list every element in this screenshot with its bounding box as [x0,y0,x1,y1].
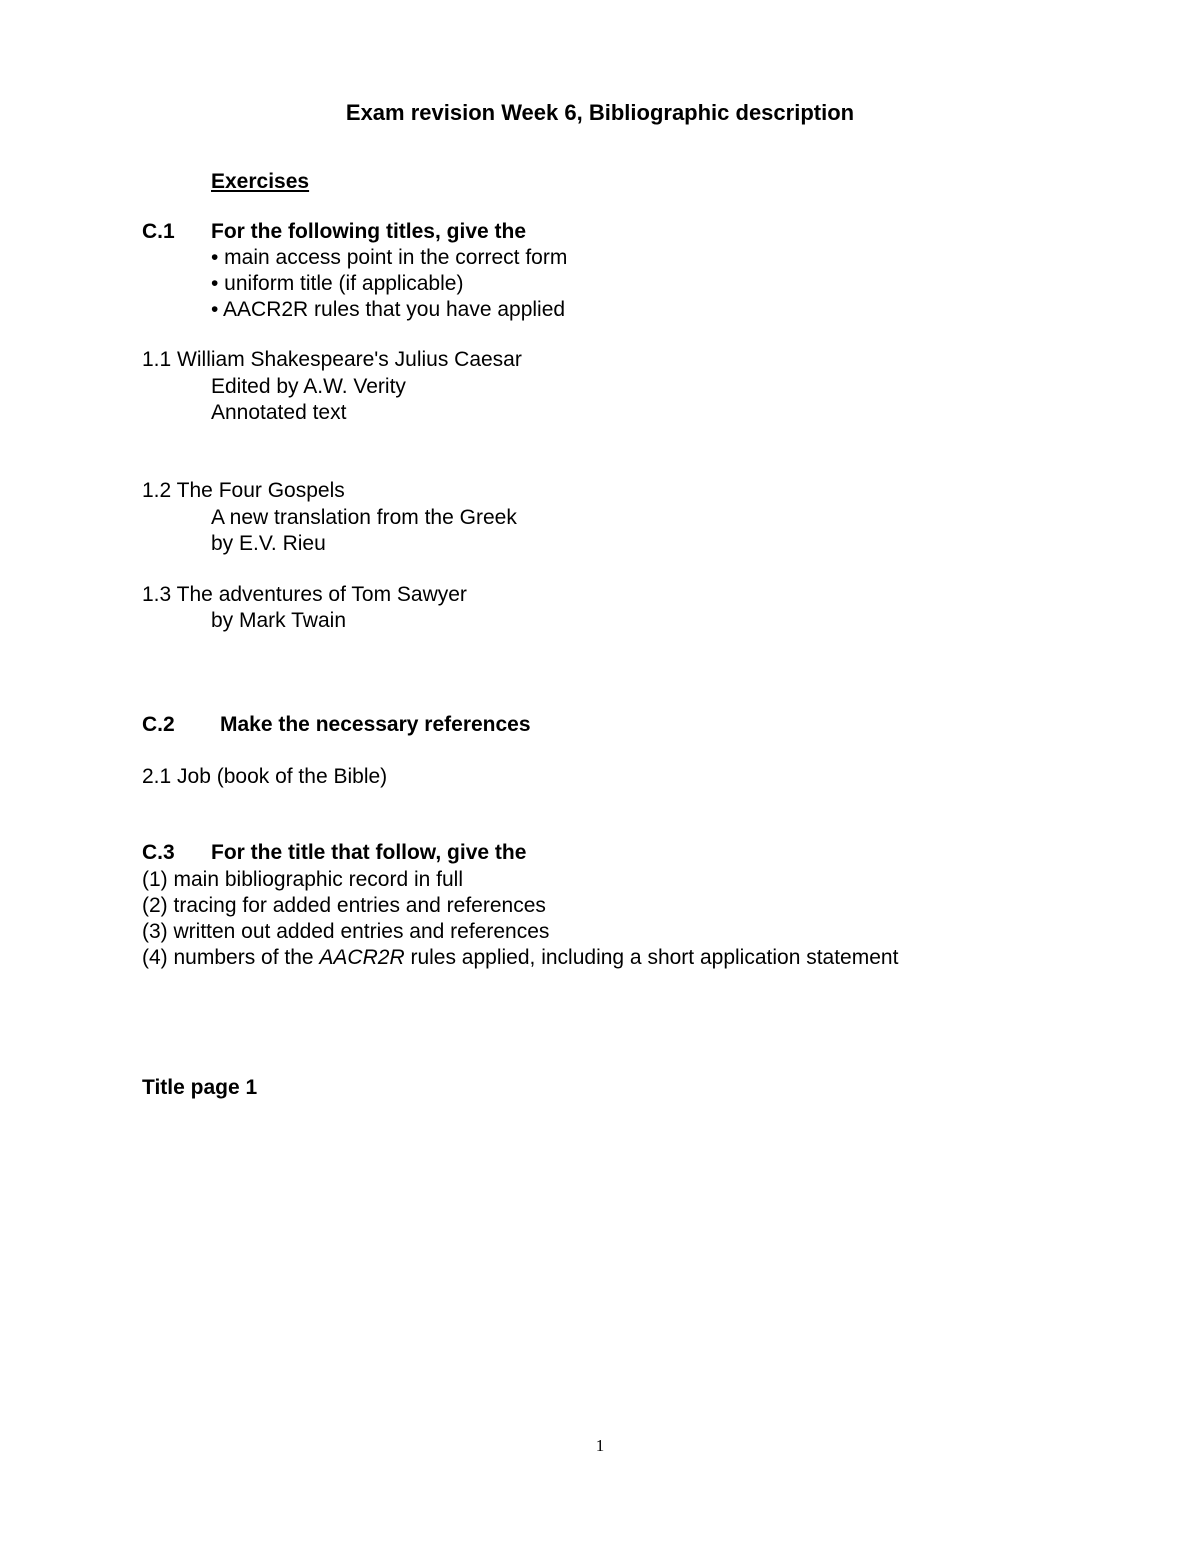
c3-point-4-suffix: rules applied, including a short application statement [404,946,899,969]
item-1-1-title: William Shakespeare's Julius Caesar [177,348,522,371]
item-1-1-line-1: Edited by A.W. Verity [211,375,406,398]
section-c3-label: C.3 [142,841,175,864]
item-1-3-title: The adventures of Tom Sawyer [176,583,467,606]
item-1-1-line-2: Annotated text [211,401,347,424]
item-1-1-number: 1.1 [142,348,172,371]
page-number: 1 [595,1436,605,1455]
section-c2-label: C.2 [142,713,175,736]
section-c1-heading: For the following titles, give the [211,220,527,243]
item-1-1-title-line [142,347,522,373]
document-title: Exam revision Week 6, Bibliographic description [345,100,855,125]
item-2-1: 2.1 Job (book of the Bible) [142,765,388,788]
c3-point-3: (3) written out added entries and references [142,920,550,943]
c1-bullet-3: • AACR2R rules that you have applied [211,298,566,321]
exercises-heading: Exercises [211,170,310,193]
c3-point-1: (1) main bibliographic record in full [142,868,463,891]
section-c3-heading: For the title that follow, give the [211,841,527,864]
c3-point-2: (2) tracing for added entries and references [142,894,546,917]
c3-point-4 [142,945,898,971]
c1-bullet-2: • uniform title (if applicable) [211,272,464,295]
item-1-3-number: 1.3 [142,583,172,606]
item-1-2-title-line [142,478,345,504]
item-1-2-line-1: A new translation from the Greek [211,506,517,529]
section-c2-heading: Make the necessary references [220,713,531,736]
section-c1-label: C.1 [142,220,175,243]
c3-point-4-prefix: (4) numbers of the [142,946,320,969]
title-page-label: Title page 1 [142,1076,258,1099]
item-1-3-title-line [142,582,467,608]
item-1-2-line-2: by E.V. Rieu [211,532,326,555]
item-1-2-number: 1.2 [142,479,172,502]
item-1-2-title: The Four Gospels [176,479,345,502]
c1-bullet-1: • main access point in the correct form [211,246,568,269]
item-1-3-line-1: by Mark Twain [211,609,346,632]
c3-point-4-aacr2r: AACR2R [319,946,405,969]
